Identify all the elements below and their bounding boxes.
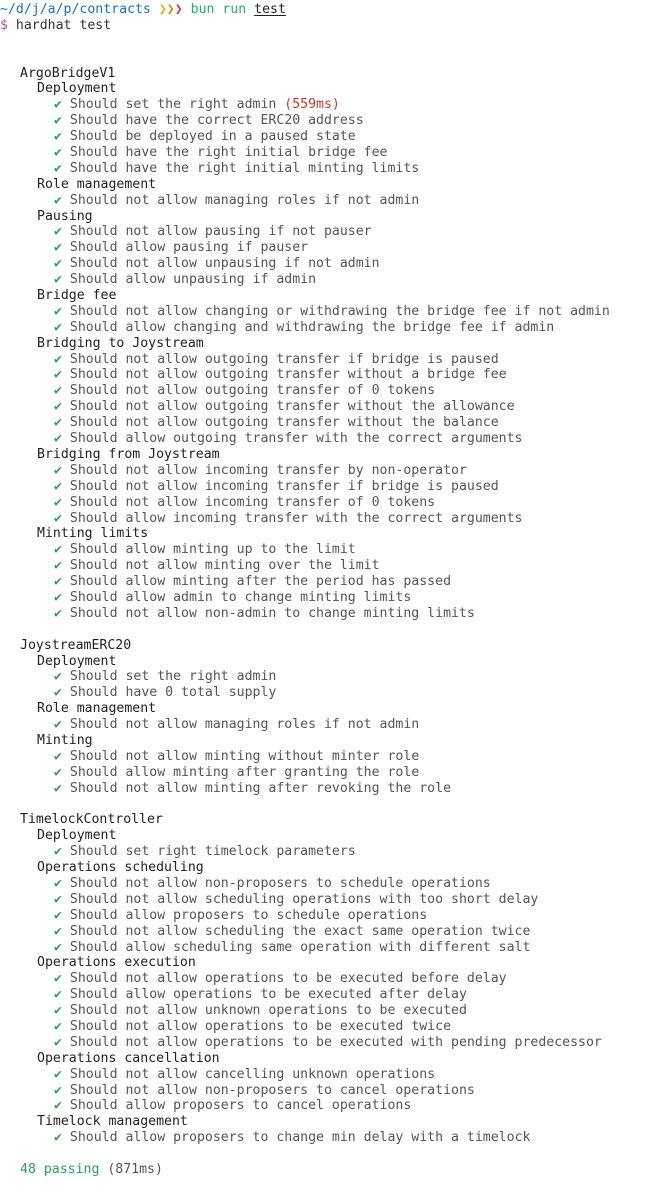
subcommand-line [0, 18, 664, 34]
test-result [0, 97, 664, 113]
test-result [0, 765, 664, 781]
check-icon: ✔ [54, 494, 62, 510]
test-name: Should allow outgoing transfer with the correct arguments [69, 431, 523, 447]
check-icon: ✔ [54, 97, 62, 113]
test-result [0, 272, 664, 288]
test-name: Should not allow outgoing transfer of 0 tokens [69, 383, 436, 399]
test-name: Should not allow operations to be executed with pending predecessor [69, 1034, 602, 1050]
test-name: Should not allow incoming transfer if bridge is paused [69, 478, 499, 494]
check-icon: ✔ [54, 367, 62, 383]
test-name: Should not allow operations to be executed twice [69, 1019, 452, 1034]
group-title: Role management [37, 176, 157, 192]
check-icon: ✔ [54, 240, 62, 256]
test-name: Should set right timelock parameters [69, 844, 356, 860]
test-result [0, 479, 664, 495]
group-title: Deployment [37, 653, 117, 669]
test-name: Should allow minting after granting the role [69, 764, 420, 780]
check-icon: ✔ [54, 1034, 62, 1050]
test-name: Should not allow incoming transfer of 0 tokens [69, 494, 436, 510]
check-icon: ✔ [54, 891, 62, 907]
test-name: Should not allow unpausing if not admin [69, 256, 380, 272]
check-icon: ✔ [54, 256, 62, 272]
check-icon: ✔ [54, 431, 62, 447]
test-name: Should not allow outgoing transfer without the balance [69, 415, 499, 431]
test-name: Should not allow outgoing transfer without a bridge fee [69, 367, 507, 383]
test-result [0, 971, 664, 987]
test-name: Should not allow minting over the limit [69, 558, 380, 574]
test-name: Should allow proposers to change min delay with a timelock [69, 1130, 531, 1146]
test-result [0, 256, 664, 272]
test-name: Should set the right admin [69, 669, 277, 685]
test-name: Should not allow changing or withdrawing the bridge fee if not admin [69, 303, 610, 319]
test-suites [0, 66, 664, 1147]
test-name: Should not allow pausing if not pauser [69, 224, 372, 240]
test-name: Should not allow unknown operations to be executed [69, 1003, 467, 1019]
test-name: Should not allow scheduling the exact same operation twice [69, 923, 531, 939]
test-result [0, 574, 664, 590]
test-result [0, 924, 664, 940]
test-result [0, 320, 664, 336]
test-name: Should not allow non-proposers to cancel operations [69, 1082, 475, 1098]
test-result [0, 987, 664, 1003]
test-result [0, 193, 664, 209]
test-result [0, 495, 664, 511]
test-name: Should have 0 total supply [69, 685, 277, 701]
test-result [0, 463, 664, 479]
test-result [0, 749, 664, 765]
group-title: Deployment [37, 81, 117, 97]
prompt-chevron-icon: ❯ [174, 2, 183, 17]
prompt-chevron-icon: ❯ [166, 2, 175, 17]
check-icon: ✔ [54, 589, 62, 605]
check-icon: ✔ [54, 764, 62, 780]
check-icon: ✔ [54, 542, 62, 558]
check-icon: ✔ [54, 605, 62, 621]
check-icon: ✔ [54, 462, 62, 478]
check-icon: ✔ [54, 319, 62, 335]
prompt-chevron-icon: ❯ [158, 2, 167, 17]
test-result [0, 542, 664, 558]
prompt-line [0, 2, 664, 18]
check-icon: ✔ [54, 192, 62, 208]
test-result [0, 717, 664, 733]
test-name: Should allow changing and withdrawing the bridge fee if admin [69, 319, 555, 335]
check-icon: ✔ [54, 383, 62, 399]
group-title: Bridging from Joystream [37, 446, 220, 462]
group-title: Timelock management [37, 1114, 188, 1130]
test-name: Should not allow outgoing transfer without the allowance [69, 399, 515, 415]
check-icon: ✔ [54, 1082, 62, 1098]
group-title: Pausing [37, 208, 93, 224]
check-icon: ✔ [54, 875, 62, 891]
group-title: Operations scheduling [37, 860, 204, 876]
test-name: Should not allow non-proposers to schedule operations [69, 875, 491, 891]
test-result [0, 113, 664, 129]
test-result [0, 1130, 664, 1146]
test-result [0, 892, 664, 908]
test-name: Should set the right admin [69, 97, 277, 113]
test-result [0, 224, 664, 240]
check-icon: ✔ [54, 224, 62, 240]
check-icon: ✔ [54, 685, 62, 701]
test-result [0, 304, 664, 320]
suite-title: JoystreamERC20 [20, 637, 132, 653]
check-icon: ✔ [54, 272, 62, 288]
test-name: Should allow proposers to cancel operations [69, 1098, 412, 1114]
check-icon: ✔ [54, 1098, 62, 1114]
test-result [0, 145, 664, 161]
test-name: Should allow pausing if pauser [69, 240, 309, 256]
test-name: Should not allow minting without minter role [69, 748, 420, 764]
test-result [0, 415, 664, 431]
test-result [0, 1098, 664, 1114]
test-result [0, 431, 664, 447]
group-title: Role management [37, 701, 157, 717]
check-icon: ✔ [54, 113, 62, 129]
test-result [0, 590, 664, 606]
test-result [0, 669, 664, 685]
test-name: Should allow proposers to schedule operations [69, 907, 428, 923]
test-name: Should have the right initial minting limits [69, 160, 420, 176]
group-title: Bridging to Joystream [37, 335, 204, 351]
test-name: Should have the right initial bridge fee [69, 145, 388, 161]
test-name: Should not allow minting after revoking the role [69, 780, 452, 796]
command-arg: test [254, 2, 286, 17]
test-name: Should not allow operations to be executed before delay [69, 971, 507, 987]
test-name: Should not allow managing roles if not admin [69, 717, 420, 733]
test-result [0, 161, 664, 177]
group-title: Minting limits [37, 526, 149, 542]
blank-line [0, 50, 664, 66]
test-name: Should allow operations to be executed after delay [69, 987, 467, 1003]
test-result [0, 367, 664, 383]
test-result [0, 685, 664, 701]
check-icon: ✔ [54, 1066, 62, 1082]
check-icon: ✔ [54, 478, 62, 494]
check-icon: ✔ [54, 415, 62, 431]
check-icon: ✔ [54, 669, 62, 685]
test-result [0, 876, 664, 892]
test-result [0, 908, 664, 924]
test-result [0, 606, 664, 622]
check-icon: ✔ [54, 717, 62, 733]
test-result [0, 511, 664, 527]
check-icon: ✔ [54, 844, 62, 860]
test-result [0, 1067, 664, 1083]
test-name: Should not allow outgoing transfer if bridge is paused [69, 351, 499, 367]
check-icon: ✔ [54, 160, 62, 176]
test-result [0, 844, 664, 860]
blank-line [0, 34, 664, 50]
test-name: Should not allow incoming transfer by non-operator [69, 462, 467, 478]
check-icon: ✔ [54, 1003, 62, 1019]
test-name: Should allow minting up to the limit [69, 542, 356, 558]
test-name: Should allow unpausing if admin [69, 272, 317, 288]
check-icon: ✔ [54, 987, 62, 1003]
suite-title: ArgoBridgeV1 [20, 65, 116, 81]
check-icon: ✔ [54, 303, 62, 319]
test-result [0, 399, 664, 415]
group-title: Operations cancellation [37, 1050, 220, 1066]
test-result [0, 352, 664, 368]
command-text: bun run [190, 2, 247, 17]
test-name: Should not allow scheduling operations with too short delay [69, 891, 539, 907]
blank-line [0, 1146, 664, 1162]
test-name: Should allow incoming transfer with the correct arguments [69, 510, 523, 526]
test-name: Should allow minting after the period has passed [69, 574, 452, 590]
check-icon: ✔ [54, 907, 62, 923]
test-name: Should not allow cancelling unknown operations [69, 1066, 436, 1082]
check-icon: ✔ [54, 923, 62, 939]
test-result [0, 781, 664, 797]
test-name: Should have the correct ERC20 address [69, 113, 364, 129]
test-name: Should not allow non-admin to change minting limits [69, 605, 475, 621]
test-result [0, 1083, 664, 1099]
prompt-path: ~/d/j/a/p/contracts [0, 2, 151, 17]
dollar-icon: $ [0, 17, 8, 33]
check-icon: ✔ [54, 510, 62, 526]
test-result [0, 940, 664, 956]
passing-count: 48 passing [20, 1162, 100, 1178]
check-icon: ✔ [54, 939, 62, 955]
test-name: Should be deployed in a paused state [69, 129, 356, 145]
suite-title: TimelockController [20, 812, 163, 828]
test-duration: (559ms) [284, 97, 340, 113]
subcommand-text: hardhat test [15, 17, 112, 33]
group-title: Operations execution [37, 955, 196, 971]
check-icon: ✔ [54, 1130, 62, 1146]
test-summary [0, 1162, 664, 1178]
check-icon: ✔ [54, 971, 62, 987]
group-title: Deployment [37, 828, 117, 844]
test-result [0, 383, 664, 399]
check-icon: ✔ [54, 1019, 62, 1034]
test-result [0, 240, 664, 256]
check-icon: ✔ [54, 574, 62, 590]
test-name: Should allow admin to change minting limits [69, 589, 412, 605]
check-icon: ✔ [54, 558, 62, 574]
check-icon: ✔ [54, 399, 62, 415]
total-duration: (871ms) [107, 1162, 163, 1178]
check-icon: ✔ [54, 351, 62, 367]
test-name: Should not allow managing roles if not admin [69, 192, 420, 208]
group-title: Bridge fee [37, 288, 117, 304]
check-icon: ✔ [54, 145, 62, 161]
blank-line [0, 622, 664, 638]
test-result [0, 1003, 664, 1019]
group-title: Minting [37, 732, 93, 748]
test-result [0, 129, 664, 145]
test-result [0, 1035, 664, 1051]
test-name: Should allow scheduling same operation with different salt [69, 939, 531, 955]
check-icon: ✔ [54, 748, 62, 764]
check-icon: ✔ [54, 780, 62, 796]
check-icon: ✔ [54, 129, 62, 145]
test-result [0, 1019, 664, 1035]
test-result [0, 558, 664, 574]
blank-line [0, 797, 664, 813]
